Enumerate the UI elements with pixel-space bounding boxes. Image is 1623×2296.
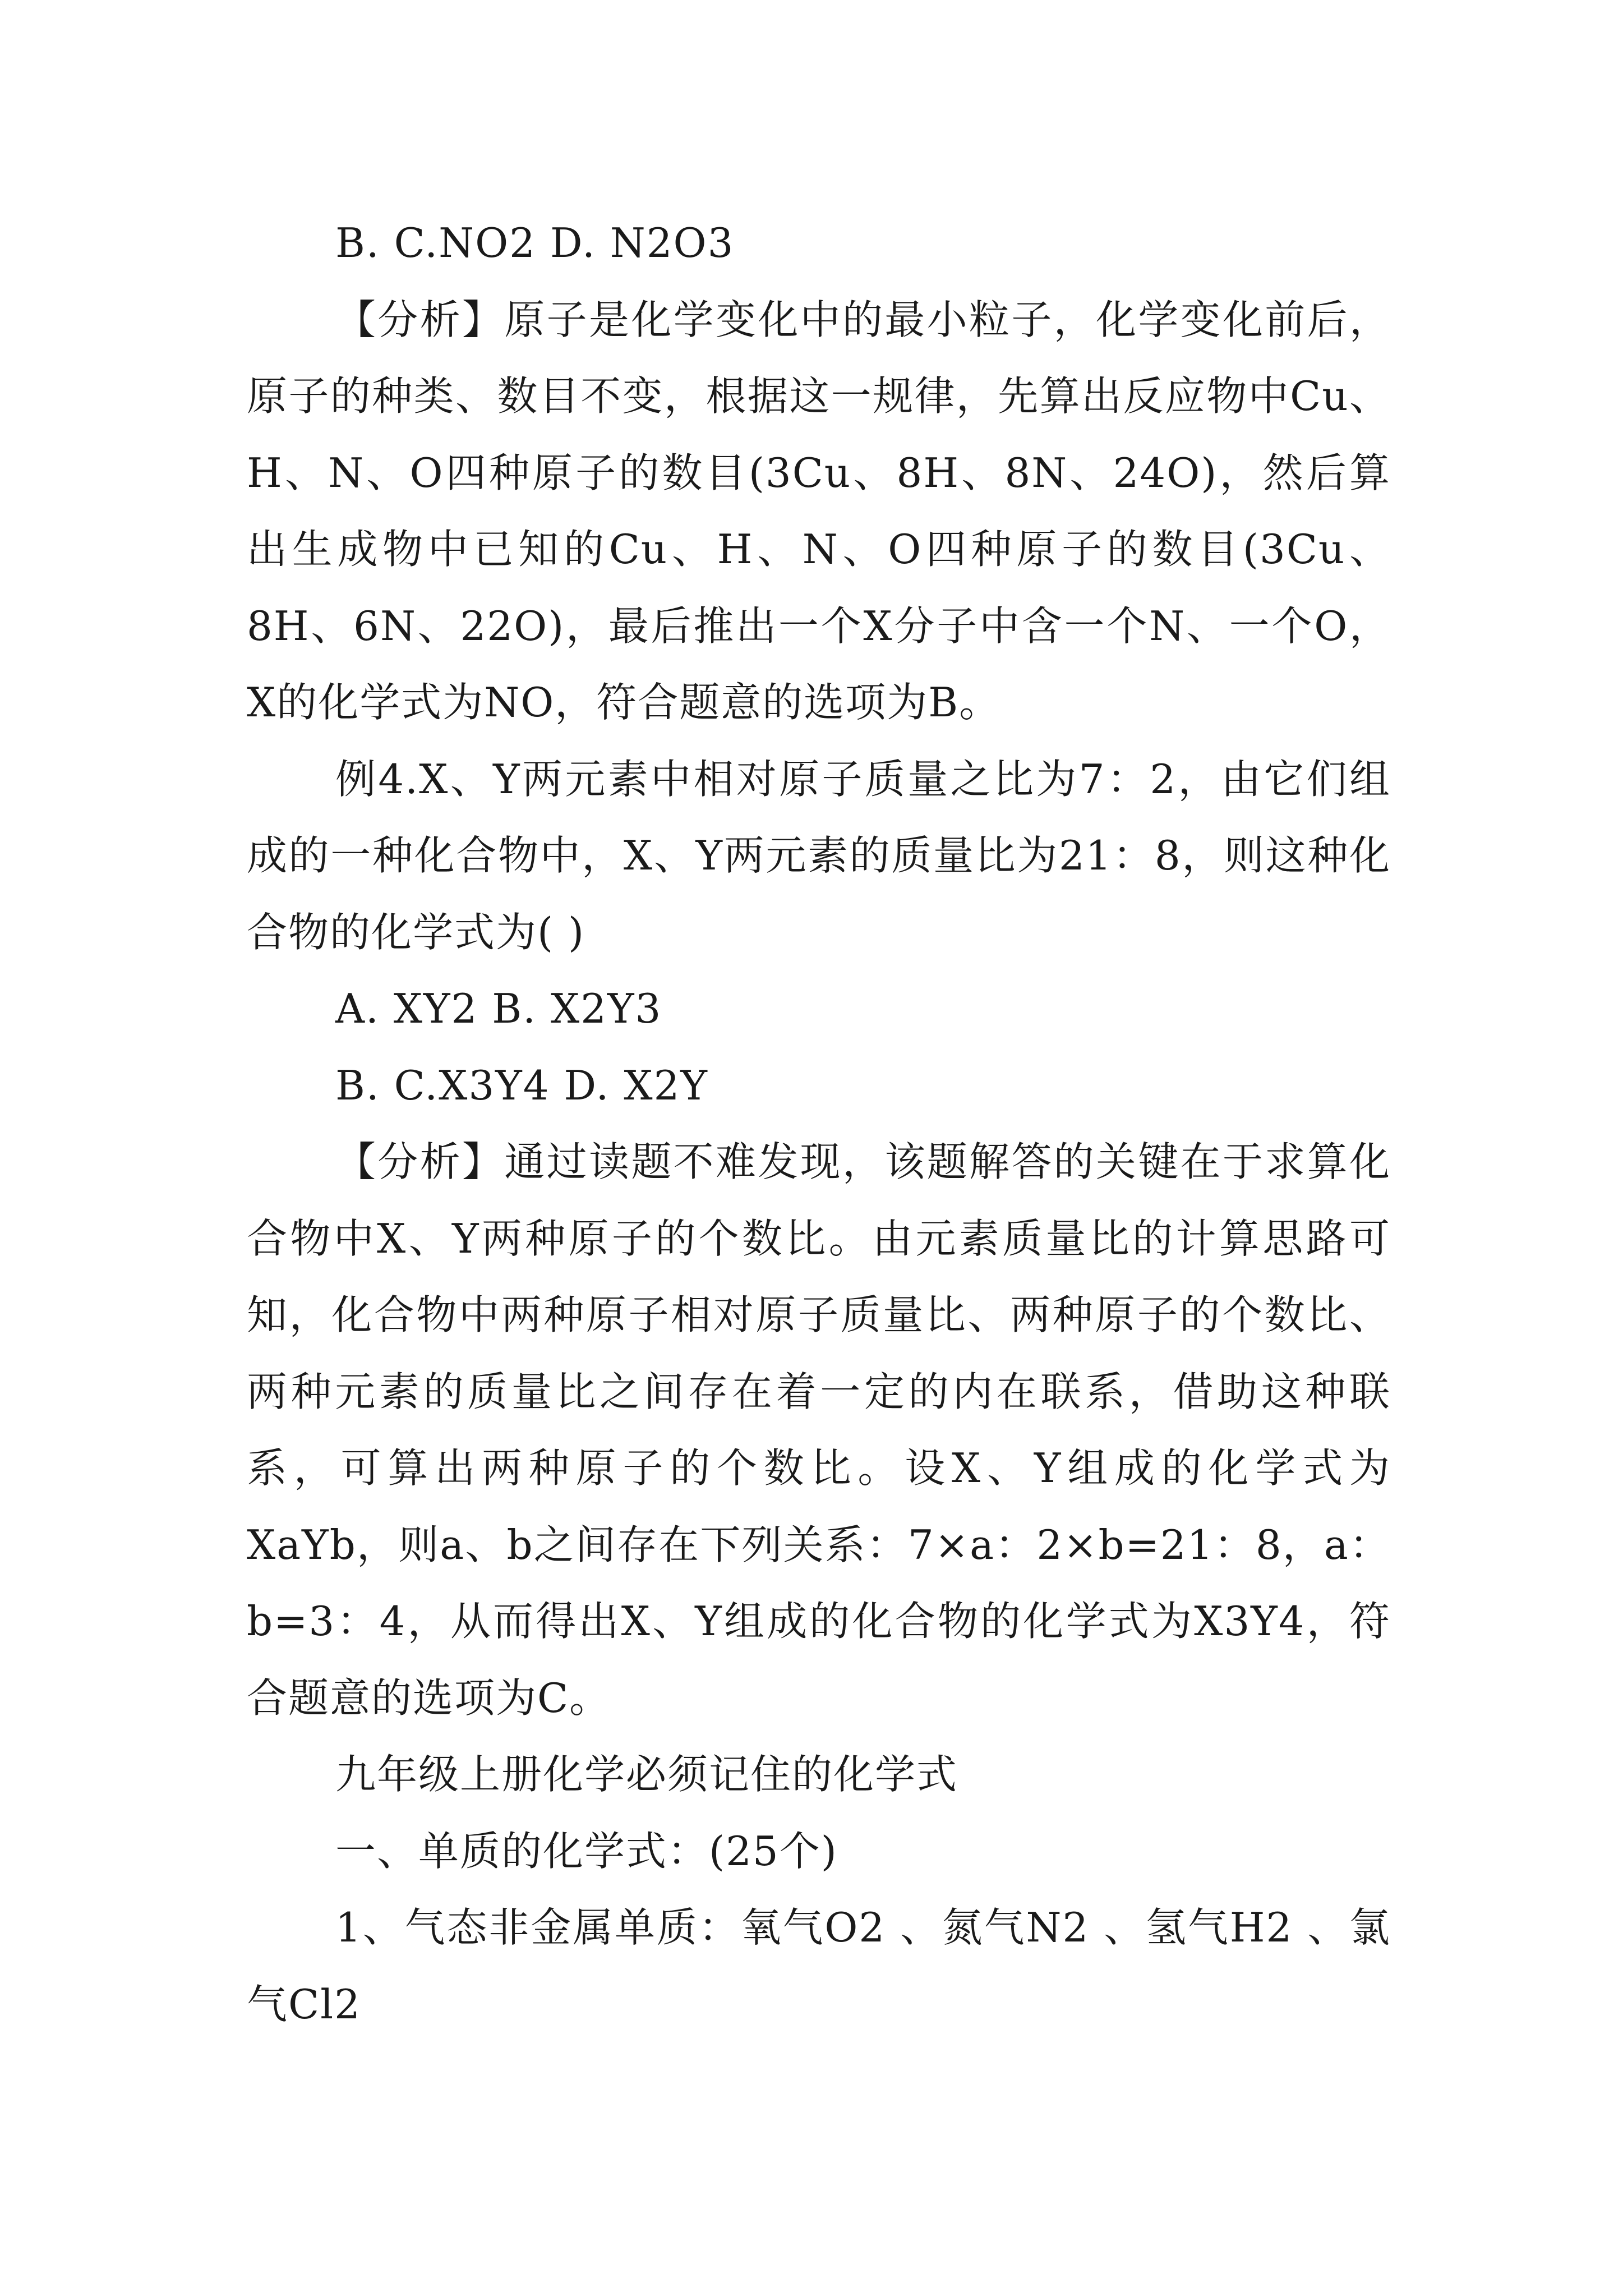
subsection-heading: 一、单质的化学式：(25个) bbox=[335, 1827, 838, 1875]
document-body bbox=[247, 205, 1391, 2042]
example-4-options-ab: A. XY2 B. X2Y3 bbox=[335, 985, 662, 1032]
list-item-gaseous-nonmetals: 1、气态非金属单质：氧气O2 、氮气N2 、氢气H2 、氯气Cl2 bbox=[247, 1904, 1391, 2028]
answer-options-line: B. C.NO2 D. N2O3 bbox=[335, 219, 735, 266]
example-4-options-cd: B. C.X3Y4 D. X2Y bbox=[335, 1061, 708, 1109]
analysis-paragraph-example-4: 【分析】通过读题不难发现，该题解答的关键在于求算化合物中X、Y两种原子的个数比。由元素质量比的计算思路可知，化合物中两种原子相对原子质量比、两种原子的个数比、两种元素的质量比之间存在着一定的内在联系，借助这种联系，可算出两种原子的个数比。设X、Y组成的化学式为XaYb，则a、b之间存在下列关系：7×a：2×b=21：8，a：b=3：4，从而得出X、Y组成的化合物的化学式为X3Y4，符合题意的选项为C。 bbox=[247, 1138, 1391, 1722]
section-heading: 九年级上册化学必须记住的化学式 bbox=[335, 1751, 958, 1798]
example-4-question: 例4.X、Y两元素中相对原子质量之比为7：2，由它们组成的一种化合物中，X、Y两元素的质量比为21：8，则这种化合物的化学式为( ) bbox=[247, 755, 1391, 956]
analysis-paragraph-example-3: 【分析】原子是化学变化中的最小粒子，化学变化前后，原子的种类、数目不变，根据这一规律，先算出反应物中Cu、H、N、O四种原子的数目(3Cu、8H、8N、24O)，然后算出生成物中已知的Cu、H、N、O四种原子的数目(3Cu、8H、6N、22O)，最后推出一个X分子中含一个N、一个O，X的化学式为NO，符合题意的选项为B。 bbox=[247, 296, 1391, 726]
